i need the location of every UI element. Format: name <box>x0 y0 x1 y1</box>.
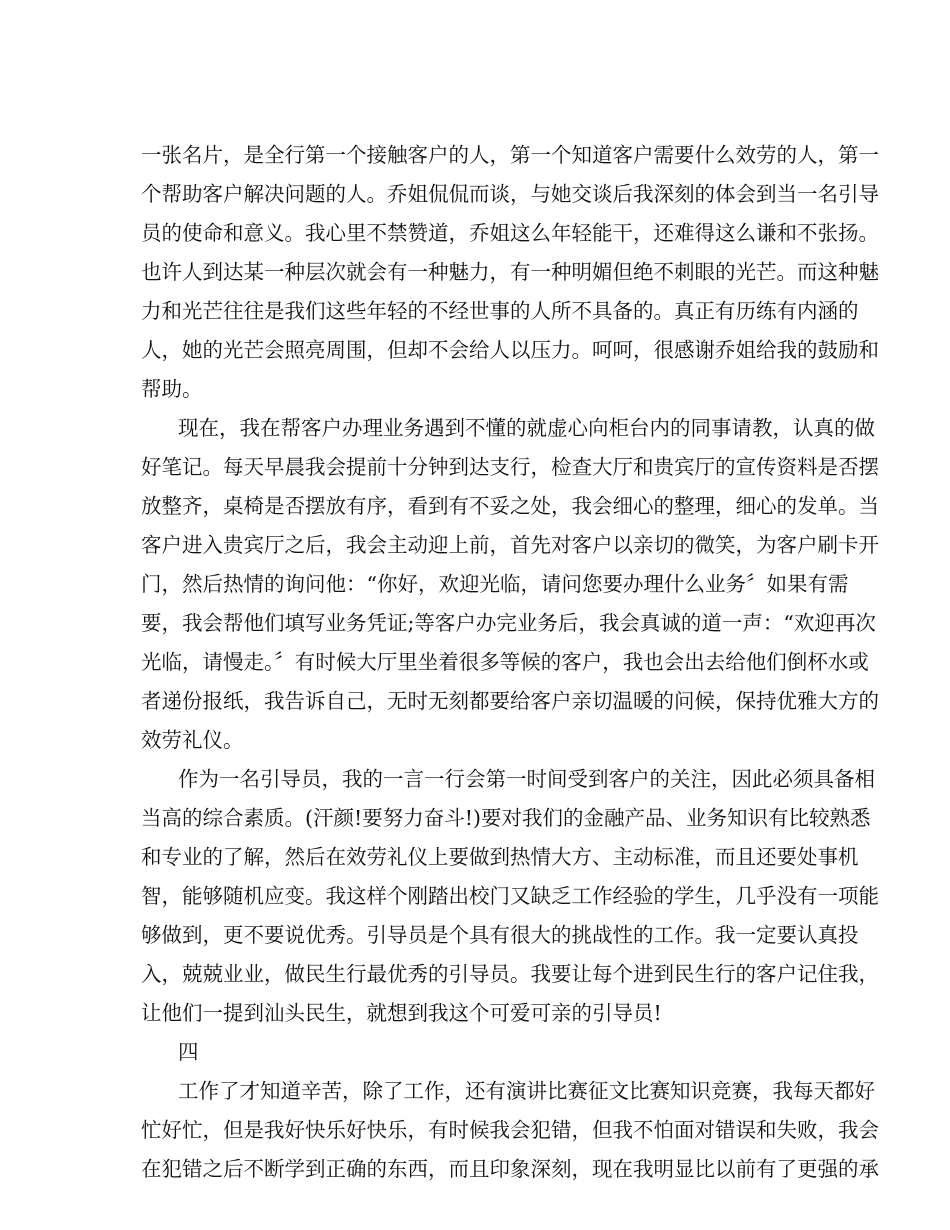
text-line: 在犯错之后不断学到正确的东西，而且印象深刻，现在我明显比以前有了更强的承 <box>141 1157 879 1181</box>
text-line: 也许人到达某一种层次就会有一种魅力，有一种明媚但绝不刺眼的光芒。而这种魅 <box>141 260 879 284</box>
text-line: 智，能够随机应变。我这样个刚踏出校门又缺乏工作经验的学生，几乎没有一项能 <box>141 884 879 908</box>
text-line: 力和光芒往往是我们这些年轻的不经世事的人所不具备的。真正有历练有内涵的 <box>141 299 859 323</box>
text-line: 工作了才知道辛苦，除了工作，还有演讲比赛征文比赛知识竞赛，我每天都好 <box>178 1079 875 1103</box>
text-line: 入，兢兢业业，做民生行最优秀的引导员。我要让每个进到民生行的客户记住我， <box>141 962 879 986</box>
text-line: 够做到，更不要说优秀。引导员是个具有很大的挑战性的工作。我一定要认真投 <box>141 923 859 947</box>
text-line: 让他们一提到汕头民生，就想到我这个可爱可亲的引导员! <box>141 1001 662 1025</box>
text-line: 门，然后热情的询问他：“你好，欢迎光临，请问您要办理什么业务〞如果有需 <box>141 572 849 596</box>
text-line: 要，我会帮他们填写业务凭证;等客户办完业务后，我会真诚的道一声：“欢迎再次 <box>141 611 876 635</box>
text-line: 员的使命和意义。我心里不禁赞道，乔姐这么年轻能干，还难得这么谦和不张扬。 <box>141 221 879 245</box>
section-heading: 四 <box>178 1040 199 1064</box>
text-line: 作为一名引导员，我的一言一行会第一时间受到客户的关注，因此必须具备相 <box>178 767 875 791</box>
text-line: 放整齐，桌椅是否摆放有序，看到有不妥之处，我会细心的整理，细心的发单。当 <box>141 494 879 518</box>
text-line: 者递份报纸，我告诉自己，无时无刻都要给客户亲切温暖的问候，保持优雅大方的 <box>141 689 879 713</box>
text-line: 一张名片，是全行第一个接触客户的人，第一个知道客户需要什么效劳的人，第一 <box>141 143 879 167</box>
text-line: 个帮助客户解决问题的人。乔姐侃侃而谈，与她交谈后我深刻的体会到当一名引导 <box>141 182 879 206</box>
text-line: 光临，请慢走。〞有时候大厅里坐着很多等候的客户，我也会出去给他们倒杯水或 <box>141 650 869 674</box>
text-line: 忙好忙，但是我好快乐好快乐，有时候我会犯错，但我不怕面对错误和失败，我会 <box>141 1118 879 1142</box>
text-line: 和专业的了解，然后在效劳礼仪上要做到热情大方、主动标准，而且还要处事机 <box>141 845 859 869</box>
text-line: 人，她的光芒会照亮周围，但却不会给人以压力。呵呵，很感谢乔姐给我的鼓励和 <box>141 338 879 362</box>
text-line: 帮助。 <box>141 377 203 401</box>
text-line: 当高的综合素质。(汗颜!要努力奋斗!)要对我们的金融产品、业务知识有比较熟悉 <box>141 806 871 830</box>
text-line: 好笔记。每天早晨我会提前十分钟到达支行，检查大厅和贵宾厅的宣传资料是否摆 <box>141 455 879 479</box>
text-line: 现在，我在帮客户办理业务遇到不懂的就虚心向柜台内的同事请教，认真的做 <box>178 416 875 440</box>
text-line: 客户进入贵宾厅之后，我会主动迎上前，首先对客户以亲切的微笑，为客户刷卡开 <box>141 533 879 557</box>
text-line: 效劳礼仪。 <box>141 728 244 752</box>
